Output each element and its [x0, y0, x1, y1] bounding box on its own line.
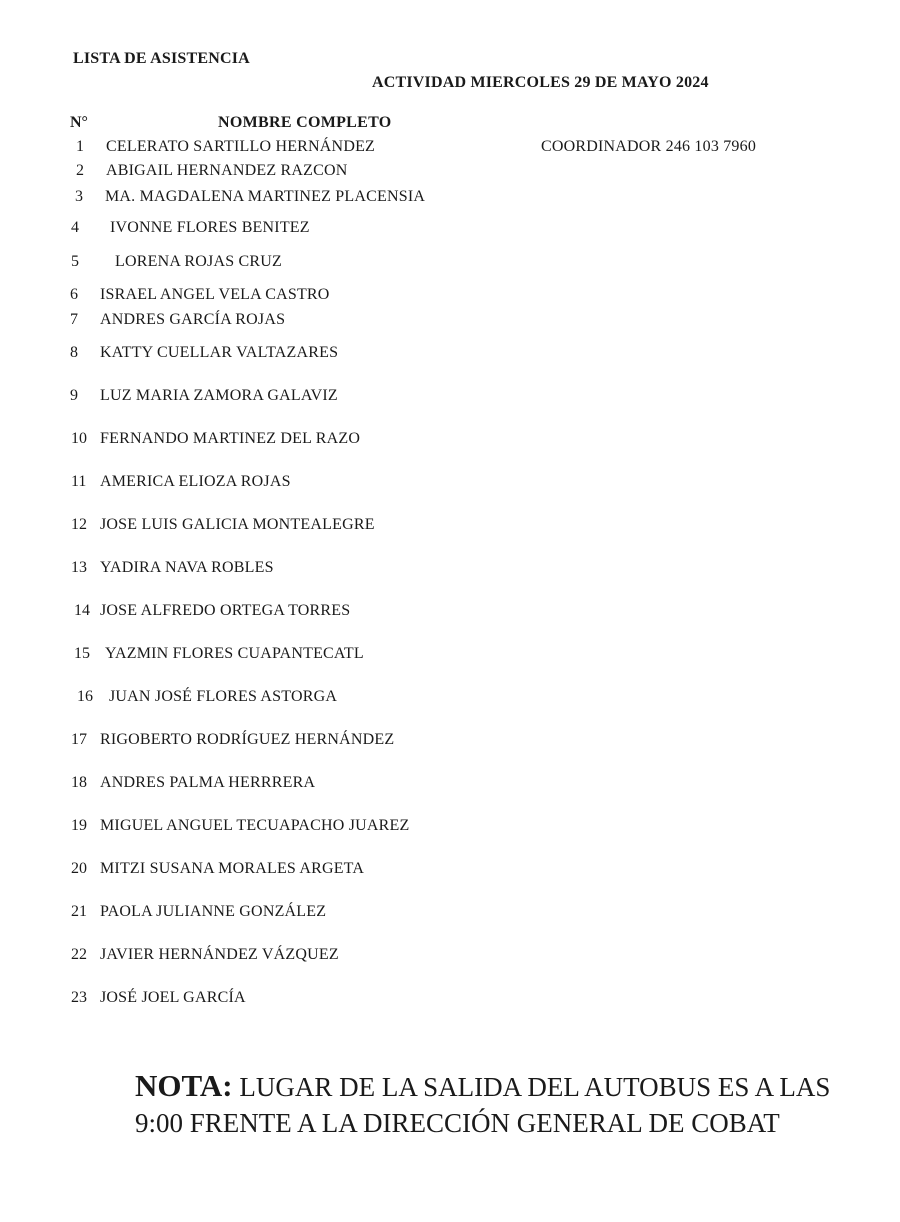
list-item-number: 6 — [70, 286, 78, 303]
list-item-name: JOSE LUIS GALICIA MONTEALEGRE — [100, 516, 375, 533]
list-item-name: YADIRA NAVA ROBLES — [100, 559, 274, 576]
list-item — [0, 559, 900, 581]
activity-subtitle: ACTIVIDAD MIERCOLES 29 DE MAYO 2024 — [372, 74, 709, 91]
list-item-name: LORENA ROJAS CRUZ — [115, 253, 282, 270]
list-item-number: 17 — [71, 731, 87, 748]
note-text: LUGAR DE LA SALIDA DEL AUTOBUS ES A LAS 9:00 FRENTE A LA DIRECCIÓN GENERAL DE COBAT — [135, 1072, 831, 1138]
bus-departure-note — [135, 1068, 855, 1141]
list-item-name: MIGUEL ANGUEL TECUAPACHO JUAREZ — [100, 817, 410, 834]
list-item-name: ANDRES PALMA HERRRERA — [100, 774, 316, 791]
list-item-number: 18 — [71, 774, 87, 791]
list-item-number: 14 — [74, 602, 90, 619]
list-item-number: 5 — [71, 253, 79, 270]
list-item — [0, 903, 900, 925]
list-item-name: JUAN JOSÉ FLORES ASTORGA — [109, 688, 338, 705]
column-header-number: N° — [70, 114, 88, 131]
list-item-number: 16 — [77, 688, 93, 705]
list-item-number: 15 — [74, 645, 90, 662]
list-item — [0, 989, 900, 1011]
list-item — [0, 645, 900, 667]
list-item — [0, 688, 900, 710]
list-item — [0, 860, 900, 882]
list-item-name: MITZI SUSANA MORALES ARGETA — [100, 860, 365, 877]
note-label: NOTA: — [135, 1068, 233, 1103]
coordinator-contact: COORDINADOR 246 103 7960 — [541, 138, 757, 155]
list-item — [0, 774, 900, 796]
list-item-number: 22 — [71, 946, 87, 963]
list-item-number: 21 — [71, 903, 87, 920]
list-item-number: 8 — [70, 344, 78, 361]
list-item-name: RIGOBERTO RODRÍGUEZ HERNÁNDEZ — [100, 731, 395, 748]
list-item-name: LUZ MARIA ZAMORA GALAVIZ — [100, 387, 338, 404]
list-item-name: ANDRES GARCÍA ROJAS — [100, 311, 286, 328]
document-title: LISTA DE ASISTENCIA — [73, 50, 250, 67]
list-item-name: JAVIER HERNÁNDEZ VÁZQUEZ — [100, 946, 339, 963]
list-item — [0, 138, 900, 160]
list-item — [0, 188, 900, 210]
list-item-name: IVONNE FLORES BENITEZ — [110, 219, 310, 236]
list-item-name: AMERICA ELIOZA ROJAS — [100, 473, 291, 490]
list-item-number: 12 — [71, 516, 87, 533]
list-item-number: 23 — [71, 989, 87, 1006]
list-item — [0, 219, 900, 241]
list-item-number: 2 — [76, 162, 84, 179]
list-item-number: 7 — [70, 311, 78, 328]
list-item-name: JOSE ALFREDO ORTEGA TORRES — [100, 602, 351, 619]
list-item-number: 4 — [71, 219, 79, 236]
list-item — [0, 817, 900, 839]
list-item-number: 10 — [71, 430, 87, 447]
list-item-number: 9 — [70, 387, 78, 404]
list-item-name: MA. MAGDALENA MARTINEZ PLACENSIA — [105, 188, 426, 205]
list-item — [0, 311, 900, 333]
list-item-number: 19 — [71, 817, 87, 834]
list-item — [0, 473, 900, 495]
list-item — [0, 946, 900, 968]
list-item-name: JOSÉ JOEL GARCÍA — [100, 989, 246, 1006]
list-item-number: 20 — [71, 860, 87, 877]
column-header-name: NOMBRE COMPLETO — [218, 114, 392, 131]
list-item-number: 1 — [76, 138, 84, 155]
list-item-name: ABIGAIL HERNANDEZ RAZCON — [106, 162, 348, 179]
list-item-name: CELERATO SARTILLO HERNÁNDEZ — [106, 138, 376, 155]
list-item — [0, 387, 900, 409]
list-item-name: KATTY CUELLAR VALTAZARES — [100, 344, 339, 361]
list-item-number: 3 — [75, 188, 83, 205]
list-item — [0, 162, 900, 184]
list-item-name: YAZMIN FLORES CUAPANTECATL — [105, 645, 364, 662]
list-item — [0, 286, 900, 308]
list-item — [0, 344, 900, 366]
list-item — [0, 253, 900, 275]
list-item — [0, 731, 900, 753]
list-item-number: 11 — [71, 473, 87, 490]
list-item — [0, 516, 900, 538]
list-item-number: 13 — [71, 559, 87, 576]
list-item — [0, 430, 900, 452]
list-item-name: FERNANDO MARTINEZ DEL RAZO — [100, 430, 361, 447]
list-item-name: PAOLA JULIANNE GONZÁLEZ — [100, 903, 327, 920]
list-item — [0, 602, 900, 624]
list-item-name: ISRAEL ANGEL VELA CASTRO — [100, 286, 330, 303]
